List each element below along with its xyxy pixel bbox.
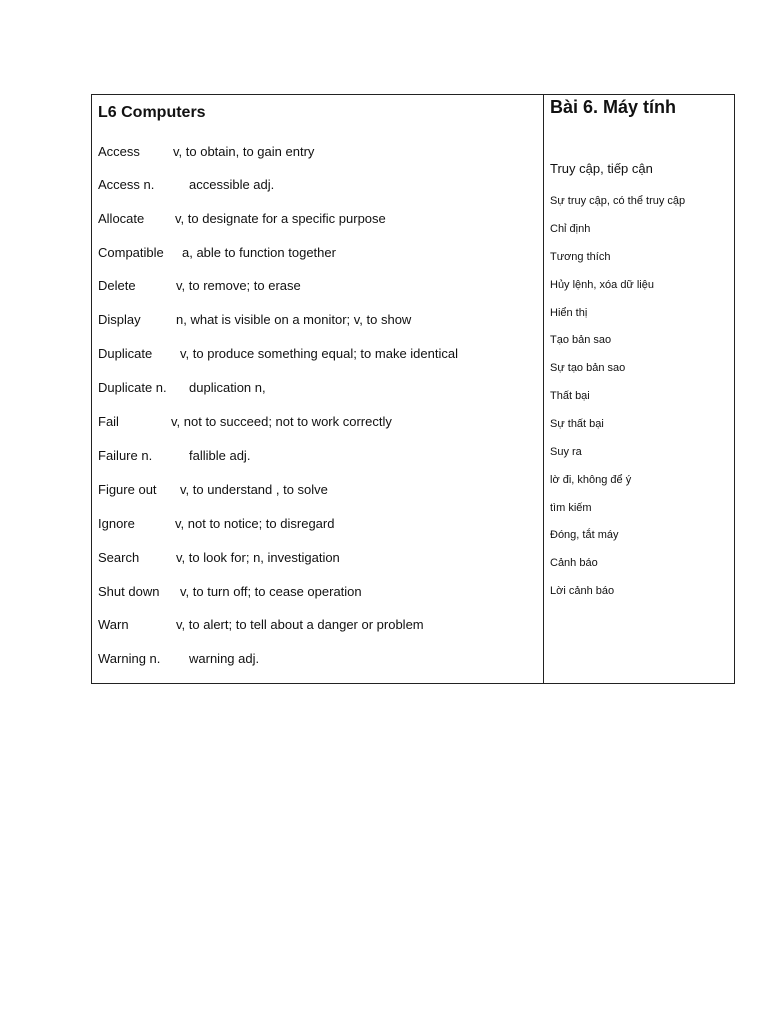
vocab-term: Warn bbox=[98, 617, 129, 632]
vocab-entry bbox=[98, 276, 301, 296]
vocab-definition: v, to turn off; to cease operation bbox=[180, 584, 362, 599]
vocab-entry bbox=[98, 310, 412, 330]
translation-item: Cảnh báo bbox=[550, 557, 598, 569]
translation-item: Tương thích bbox=[550, 251, 611, 263]
translation-item: Sự thất bại bbox=[550, 418, 604, 430]
vocab-term: Access bbox=[98, 144, 140, 159]
vocab-entry bbox=[98, 378, 266, 398]
vietnamese-title: Bài 6. Máy tính bbox=[550, 97, 677, 117]
vocab-entry bbox=[98, 142, 315, 162]
translation-item: Sự truy cập, có thể truy cập bbox=[550, 195, 686, 207]
vocab-definition: warning adj. bbox=[189, 651, 260, 666]
vocab-entry bbox=[98, 514, 335, 534]
vocab-definition: v, to produce something equal; to make identical bbox=[180, 346, 458, 361]
vocab-term: Display bbox=[98, 312, 141, 327]
vocab-entry bbox=[98, 615, 424, 635]
vocab-term: Duplicate n. bbox=[98, 380, 167, 395]
vocab-definition: v, to alert; to tell about a danger or problem bbox=[176, 617, 424, 632]
translation-item: Đóng, tắt máy bbox=[550, 529, 619, 541]
vocab-definition: v, not to notice; to disregard bbox=[175, 516, 335, 531]
vocab-entry bbox=[98, 582, 362, 602]
vocab-definition: v, to look for; n, investigation bbox=[176, 550, 340, 565]
translation-item: Hủy lệnh, xóa dữ liệu bbox=[550, 279, 654, 291]
vocab-definition: v, to obtain, to gain entry bbox=[173, 144, 315, 159]
vocabulary-table bbox=[91, 94, 735, 684]
vocab-term: Allocate bbox=[98, 211, 145, 226]
vocab-entry bbox=[98, 446, 251, 466]
vocab-term: Search bbox=[98, 550, 140, 565]
vocab-entry bbox=[98, 243, 336, 263]
vocab-definition: accessible adj. bbox=[189, 177, 275, 192]
vocab-entry bbox=[98, 412, 392, 432]
vocab-entry bbox=[98, 209, 386, 229]
english-title: L6 Computers bbox=[98, 104, 206, 121]
translation-item: Thất bại bbox=[550, 390, 590, 402]
english-column bbox=[92, 95, 544, 683]
vocab-term: Access n. bbox=[98, 177, 155, 192]
translation-item: lờ đi, không để ý bbox=[550, 474, 632, 486]
vocab-term: Figure out bbox=[98, 482, 157, 497]
translation-item: Sự tạo bản sao bbox=[550, 362, 626, 374]
vietnamese-subtitle: Truy cập, tiếp cận bbox=[550, 161, 653, 176]
vocab-entry bbox=[98, 175, 275, 195]
vocab-term: Compatible bbox=[98, 245, 164, 260]
vocab-definition: v, to understand , to solve bbox=[180, 482, 328, 497]
vocab-definition: a, able to function together bbox=[182, 245, 336, 260]
translation-item: Tạo bản sao bbox=[550, 334, 612, 346]
vietnamese-column bbox=[544, 95, 734, 683]
vocab-term: Delete bbox=[98, 278, 136, 293]
translation-item: tìm kiếm bbox=[550, 502, 592, 514]
vocab-term: Fail bbox=[98, 414, 119, 429]
vocab-definition: v, not to succeed; not to work correctly bbox=[171, 414, 392, 429]
vocab-definition: duplication n, bbox=[189, 380, 266, 395]
vocab-term: Shut down bbox=[98, 584, 160, 599]
vocab-definition: n, what is visible on a monitor; v, to show bbox=[176, 312, 412, 327]
vocab-term: Duplicate bbox=[98, 346, 153, 361]
translation-item: Chỉ định bbox=[550, 223, 591, 235]
translation-item: Hiển thị bbox=[550, 307, 588, 319]
vocab-entry bbox=[98, 480, 328, 500]
vocab-entry bbox=[98, 548, 340, 568]
vocab-term: Warning n. bbox=[98, 651, 161, 666]
vocab-term: Failure n. bbox=[98, 448, 153, 463]
translation-item: Lời cảnh báo bbox=[550, 585, 615, 597]
vocab-entry bbox=[98, 344, 458, 364]
vocab-term: Ignore bbox=[98, 516, 135, 531]
translation-item: Suy ra bbox=[550, 446, 582, 458]
vocab-definition: fallible adj. bbox=[189, 448, 251, 463]
vocab-entry bbox=[98, 649, 260, 669]
vocab-definition: v, to designate for a specific purpose bbox=[175, 211, 386, 226]
vocab-definition: v, to remove; to erase bbox=[176, 278, 301, 293]
